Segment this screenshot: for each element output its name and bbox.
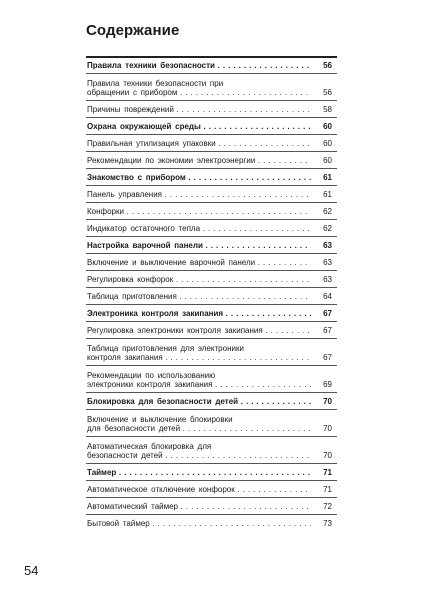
toc-entry-title-line: Таблица приготовления . . .: [87, 292, 311, 301]
toc-entry-title: [87, 468, 311, 477]
toc-entry: [86, 202, 337, 219]
toc-entry-page: 69: [323, 380, 332, 389]
toc-entry-title: [87, 224, 311, 233]
toc-entry-title-line: Рекомендации по экономии электроэнергии . . .: [87, 156, 311, 165]
toc-entry-title: [87, 105, 311, 114]
toc-entry-title-line: Таймер . . .: [87, 468, 311, 477]
toc-entry-title: [87, 371, 311, 389]
toc-section-entry: [86, 168, 337, 185]
toc-entry-page: 67: [323, 326, 332, 335]
toc-entry-title-line: для безопасности детей . . .: [87, 424, 311, 433]
toc-entry-page: 67: [323, 353, 332, 362]
toc-entry-page: 56: [323, 88, 332, 97]
toc-entry: [86, 287, 337, 304]
toc-entry-title-line: Включение и выключение блокировки: [87, 415, 233, 424]
toc-entry-title-line: Индикатор остаточного тепла . . .: [87, 224, 311, 233]
toc-entry-title: [87, 502, 311, 511]
toc-entry-page: 72: [323, 502, 332, 511]
toc-entry-title: [87, 156, 311, 165]
toc-entry-title-line: Автоматическое отключение конфорок . . .: [87, 485, 311, 494]
toc-entry: [86, 480, 337, 497]
toc-entry-title: [87, 122, 311, 131]
toc-entry-page: 56: [323, 61, 332, 70]
toc-entry-page: 58: [323, 105, 332, 114]
toc-entry: [86, 321, 337, 338]
toc-entry-title: [87, 258, 311, 267]
toc-entry-title-line: безопасности детей . . .: [87, 451, 311, 460]
toc-entry: [86, 253, 337, 270]
toc-entry-title: [87, 344, 311, 362]
toc-entry-page: 63: [323, 275, 332, 284]
toc-entry-title: [87, 241, 311, 250]
toc-section-entry: [86, 304, 337, 321]
toc-entry-title-line: Конфорки . . .: [87, 207, 311, 216]
toc-entry-title: [87, 173, 311, 182]
toc-entry: [86, 185, 337, 202]
toc-entry-title-line: Электроника контроля закипания . . .: [87, 309, 311, 318]
toc-entry: [86, 497, 337, 514]
toc-entry-title: [87, 275, 311, 284]
page-title: Содержание: [86, 22, 180, 39]
toc-entry: [86, 514, 337, 531]
toc-entry: [86, 436, 337, 463]
toc-entry-title: [87, 309, 311, 318]
toc-entry: [86, 100, 337, 117]
toc-entry-title: [87, 519, 311, 528]
toc-entry-page: 73: [323, 519, 332, 528]
toc-entry: [86, 338, 337, 365]
toc-entry-title-line: Включение и выключение варочной панели . . .: [87, 258, 311, 267]
toc-entry-page: 70: [323, 424, 332, 433]
toc-entry-title-line: Таблица приготовления для электроники: [87, 344, 244, 353]
page-number: 54: [24, 563, 39, 578]
toc-entry: [86, 151, 337, 168]
toc-section-entry: [86, 463, 337, 480]
toc-entry-title: [87, 207, 311, 216]
toc-entry-page: 71: [323, 468, 332, 477]
toc-entry-title-line: Настройка варочной панели . . .: [87, 241, 311, 250]
toc-entry: [86, 73, 337, 100]
toc-entry: [86, 365, 337, 392]
toc-entry-title-line: Правила техники безопасности . . .: [87, 61, 311, 70]
toc-entry-title: [87, 485, 311, 494]
toc-entry-page: 70: [323, 451, 332, 460]
toc-section-entry: [86, 392, 337, 409]
toc-entry-title-line: Знакомство с прибором . . .: [87, 173, 311, 182]
toc-entry-page: 71: [323, 485, 332, 494]
toc-entry-title-line: Причины повреждений . . .: [87, 105, 311, 114]
toc-entry-title: [87, 139, 311, 148]
toc-entry-page: 62: [323, 207, 332, 216]
toc-entry: [86, 219, 337, 236]
toc-entry-title-line: Регулировка конфорок . . .: [87, 275, 311, 284]
toc-entry-page: 64: [323, 292, 332, 301]
toc-entry-page: 70: [323, 397, 332, 406]
toc-entry-page: 63: [323, 241, 332, 250]
toc-entry-page: 62: [323, 224, 332, 233]
toc-section-entry: [86, 56, 337, 73]
toc-section-entry: [86, 236, 337, 253]
toc-entry-title-line: Автоматический таймер . . .: [87, 502, 311, 511]
toc-section-entry: [86, 117, 337, 134]
toc-entry-page: 60: [323, 139, 332, 148]
toc-entry-title: [87, 61, 311, 70]
toc-entry-title: [87, 326, 311, 335]
toc-entry-page: 67: [323, 309, 332, 318]
toc-entry-title-line: Бытовой таймер . . .: [87, 519, 311, 528]
toc-entry: [86, 270, 337, 287]
toc-entry-title: [87, 292, 311, 301]
toc-entry-title-line: электроники контроля закипания . . .: [87, 380, 311, 389]
toc-entry-title: [87, 190, 311, 199]
toc-entry-title-line: Охрана окружающей среды . . .: [87, 122, 311, 131]
toc-entry-title-line: Панель управления . . .: [87, 190, 311, 199]
toc-entry: [86, 409, 337, 436]
toc-entry-title-line: Правила техники безопасности при: [87, 79, 224, 88]
toc-entry-title-line: Рекомендации по использованию: [87, 371, 216, 380]
toc-entry-page: 61: [323, 190, 332, 199]
toc-entry-page: 61: [323, 173, 332, 182]
toc-entry-page: 60: [323, 156, 332, 165]
toc-entry-title-line: Правильная утилизация упаковки . . .: [87, 139, 311, 148]
toc-entry-page: 63: [323, 258, 332, 267]
toc-entry-title-line: обращении с прибором . . .: [87, 88, 311, 97]
toc-entry-page: 60: [323, 122, 332, 131]
toc-entry-title-line: Блокировка для безопасности детей . . .: [87, 397, 311, 406]
toc-entry-title: [87, 442, 311, 460]
toc-entry: [86, 134, 337, 151]
toc-entry-title: [87, 397, 311, 406]
toc-entry-title: [87, 79, 311, 97]
toc-entry-title-line: Автоматическая блокировка для: [87, 442, 212, 451]
toc-entry-title-line: контроля закипания . . .: [87, 353, 311, 362]
toc-entry-title-line: Регулировка электроники контроля закипания . . .: [87, 326, 311, 335]
table-of-contents: [86, 56, 337, 531]
toc-entry-title: [87, 415, 311, 433]
